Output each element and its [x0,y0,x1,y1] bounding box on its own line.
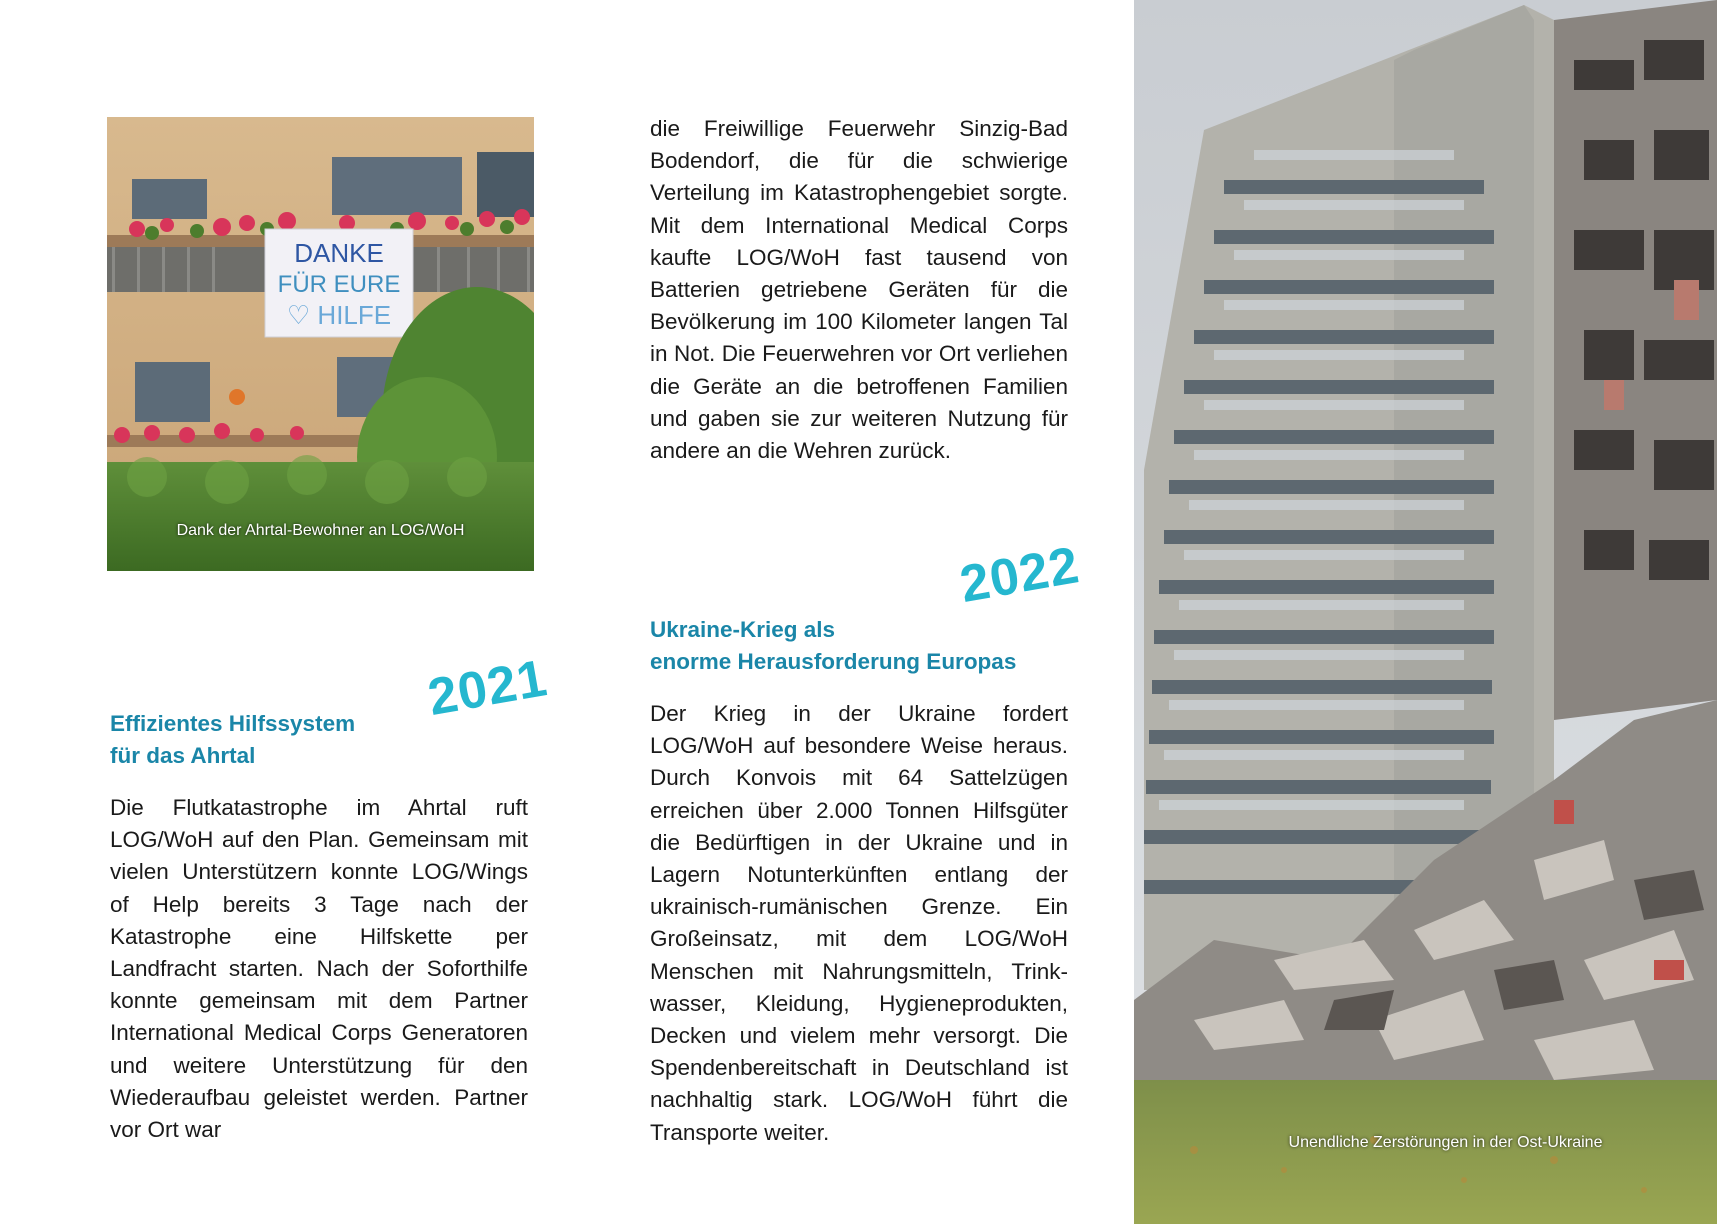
year-2021: 2021 [423,649,552,728]
heading-ahrtal-line2: für das Ahrtal [110,743,256,768]
ukraine-paragraph: Der Krieg in der Ukraine fordert LOG/WoH auf besondere Weise heraus. Durch Konvois mit 64 Sattelzügen erreichen über 2.000 Tonnen Hilfsgüter die Bedürftigen in der Ukraine und in Lagern Notunterkünften entlang der ukrainisch-rumänischen Grenze. Ein Großeinsatz, mit dem LOG/WoH Menschen mit Nahrungsmitteln, Trinkwasser, Kleidung, Hygieneprodukten, Decken und vielem mehr versorgt. Die Spendenbereitschaft in Deutschland ist nachhaltig stark. LOG/WoH führt die Transporte weiter. [650,701,1068,1145]
heading-ukraine-line1: Ukraine-Krieg als [650,617,836,642]
ahrtal-photo-illustration [107,117,534,571]
banner-line2: FÜR EURE [277,271,401,298]
ahrtal-photo-caption: Dank der Ahrtal-Bewohner an LOG/WoH [176,522,465,539]
ahrtal-paragraph: Die Flutkatastrophe im Ahrtal ruft LOG/WoH auf den Plan. Gemeinsam mit vielen Unterstützern konnte LOG/Wings of Help bereits 3 Tage nach der Katastrophe eine Hilfskette per Landfracht starten. Nach der Soforthilfe konnte gemeinsam mit dem Partner International Medical Corps Generatoren und weitere Unterstützung für den Wiederaufbau geleistet werden. Partner vor Ort war [110,795,528,1143]
year-2022: 2022 [955,536,1084,615]
section-heading-ahrtal [110,708,450,772]
ukraine-photo-illustration [1134,0,1717,1224]
ahrtal-photo [107,117,534,571]
ahrtal-continuation-paragraph: die Freiwillige Feuerwehr Sinzig-Bad Bodendorf, die für die schwierige Verteilung im Katastrophengebiet sorgte. Mit dem International Medical Corps kaufte LOG/WoH fast tausend von Batterien getriebene Geräten für die Bevölkerung im 100 Kilometer langen Tal in Not. Die Feuerwehren vor Ort verliehen die Geräte an die betroffenen Familien und gaben sie zur weiteren Nutzung für andere an die Wehren zurück. [650,116,1068,464]
banner-line1: DANKE [294,238,384,268]
banner-line3: ♡ HILFE [286,300,392,330]
ukraine-photo [1134,0,1717,1224]
ukraine-photo-caption: Unendliche Zerstörungen in der Ost-Ukraine [1288,1134,1603,1151]
section-heading-ukraine [650,614,1070,678]
heading-ukraine-line2: enorme Herausforderung Europas [650,649,1017,674]
heading-ahrtal-line1: Effizientes Hilfssystem [110,711,356,736]
